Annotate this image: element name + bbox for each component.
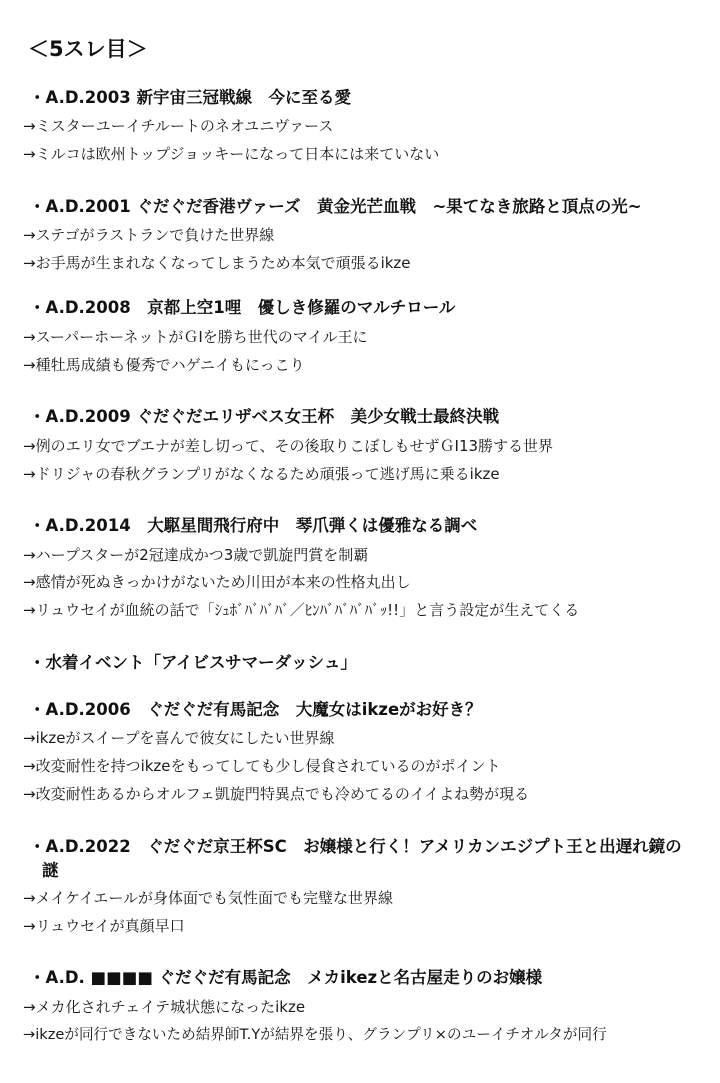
section-heading: ・A.D.2022 ぐだぐだ京王杯SC お嬢様と行く！アメリカンエジプト王と出遅れ鏡の謎 (29, 837, 682, 880)
section-heading: ・A.D.2014 大駆星間飛行府中 琴爪弾くは優雅なる調べ (29, 516, 478, 535)
section-item: →ドリジャの春秋グランプリがなくなるため頑張って逃げ馬に乗るikze (23, 465, 500, 483)
section-item: →ミルコは欧州トップジョッキーになって日本には来ていない (23, 145, 440, 163)
section-item: →ステゴがラストランで負けた世界線 (23, 226, 275, 244)
section-heading: ・A.D.2003 新宇宙三冠戦線 今に至る愛 (29, 88, 351, 107)
section-item: →メイケイエールが身体面でも気性面でも完璧な世界線 (23, 889, 394, 907)
section-item: →改変耐性あるからオルフェ凱旋門特異点でも冷めてるのイイよね勢が現る (23, 785, 530, 803)
section-heading: ・A.D. ■■■■ ぐだぐだ有馬記念 メカikezと名古屋走りのお嬢様 (29, 968, 543, 987)
section-heading: ・A.D.2001 ぐだぐだ香港ヴァーズ 黄金光芒血戦 ~果てなき旅路と頂点の光~ (29, 197, 642, 216)
section-item: →改変耐性を持つikzeをもってしても少し侵食されているのがポイント (23, 757, 501, 775)
section-heading: ・水着イベント「アイビスサマーダッシュ」 (29, 653, 357, 672)
section-item: →リュウセイが血統の話で「ｼｭﾎﾞﾊﾞﾊﾞﾊﾞ／ﾋﾝﾊﾞﾊﾞﾊﾞﾊﾞｯ!!」と言う設定が生えてくる (23, 601, 580, 619)
section-heading: ・A.D.2006 ぐだぐだ有馬記念 大魔女はikzeがお好き？ (29, 700, 482, 719)
section-item: →種牡馬成績も優秀でハゲニイもにっこり (23, 356, 305, 374)
section-heading: ・A.D.2009 ぐだぐだエリザベス女王杯 美少女戦士最終決戦 (29, 407, 500, 426)
section-item: →感情が死ぬきっかけがないため川田が本来の性格丸出し (23, 573, 411, 591)
section-item: →ikzeがスイープを喜んで彼女にしたい世界線 (23, 729, 335, 747)
thread-title: ＜5スレ目＞ (28, 37, 148, 61)
section-item: →お手馬が生まれなくなってしまうため本気で頑張るikze (23, 254, 411, 272)
section-item: →例のエリ女でブエナが差し切って、その後取りこぼしもせずＧⅠ13勝する世界 (23, 437, 554, 455)
section-item: →ハープスターが2冠達成かつ3歳で凱旋門賞を制覇 (23, 546, 369, 564)
section-item: →ikzeが同行できないため結界師T.Yが結界を張り、グランプリ×のユーイチオルタが同行 (23, 1026, 607, 1043)
section-item: →スーパーホーネットがＧⅠを勝ち世代のマイル王に (23, 328, 368, 346)
section-item: →メカ化されチェイテ城状態になったikze (23, 998, 306, 1016)
section-item: →リュウセイが真顔早口 (23, 917, 185, 935)
section-heading: ・A.D.2008 京都上空1哩 優しき修羅のマルチロール (29, 298, 456, 317)
section-item: →ミスターユーイチルートのネオユニヴァース (23, 117, 334, 135)
